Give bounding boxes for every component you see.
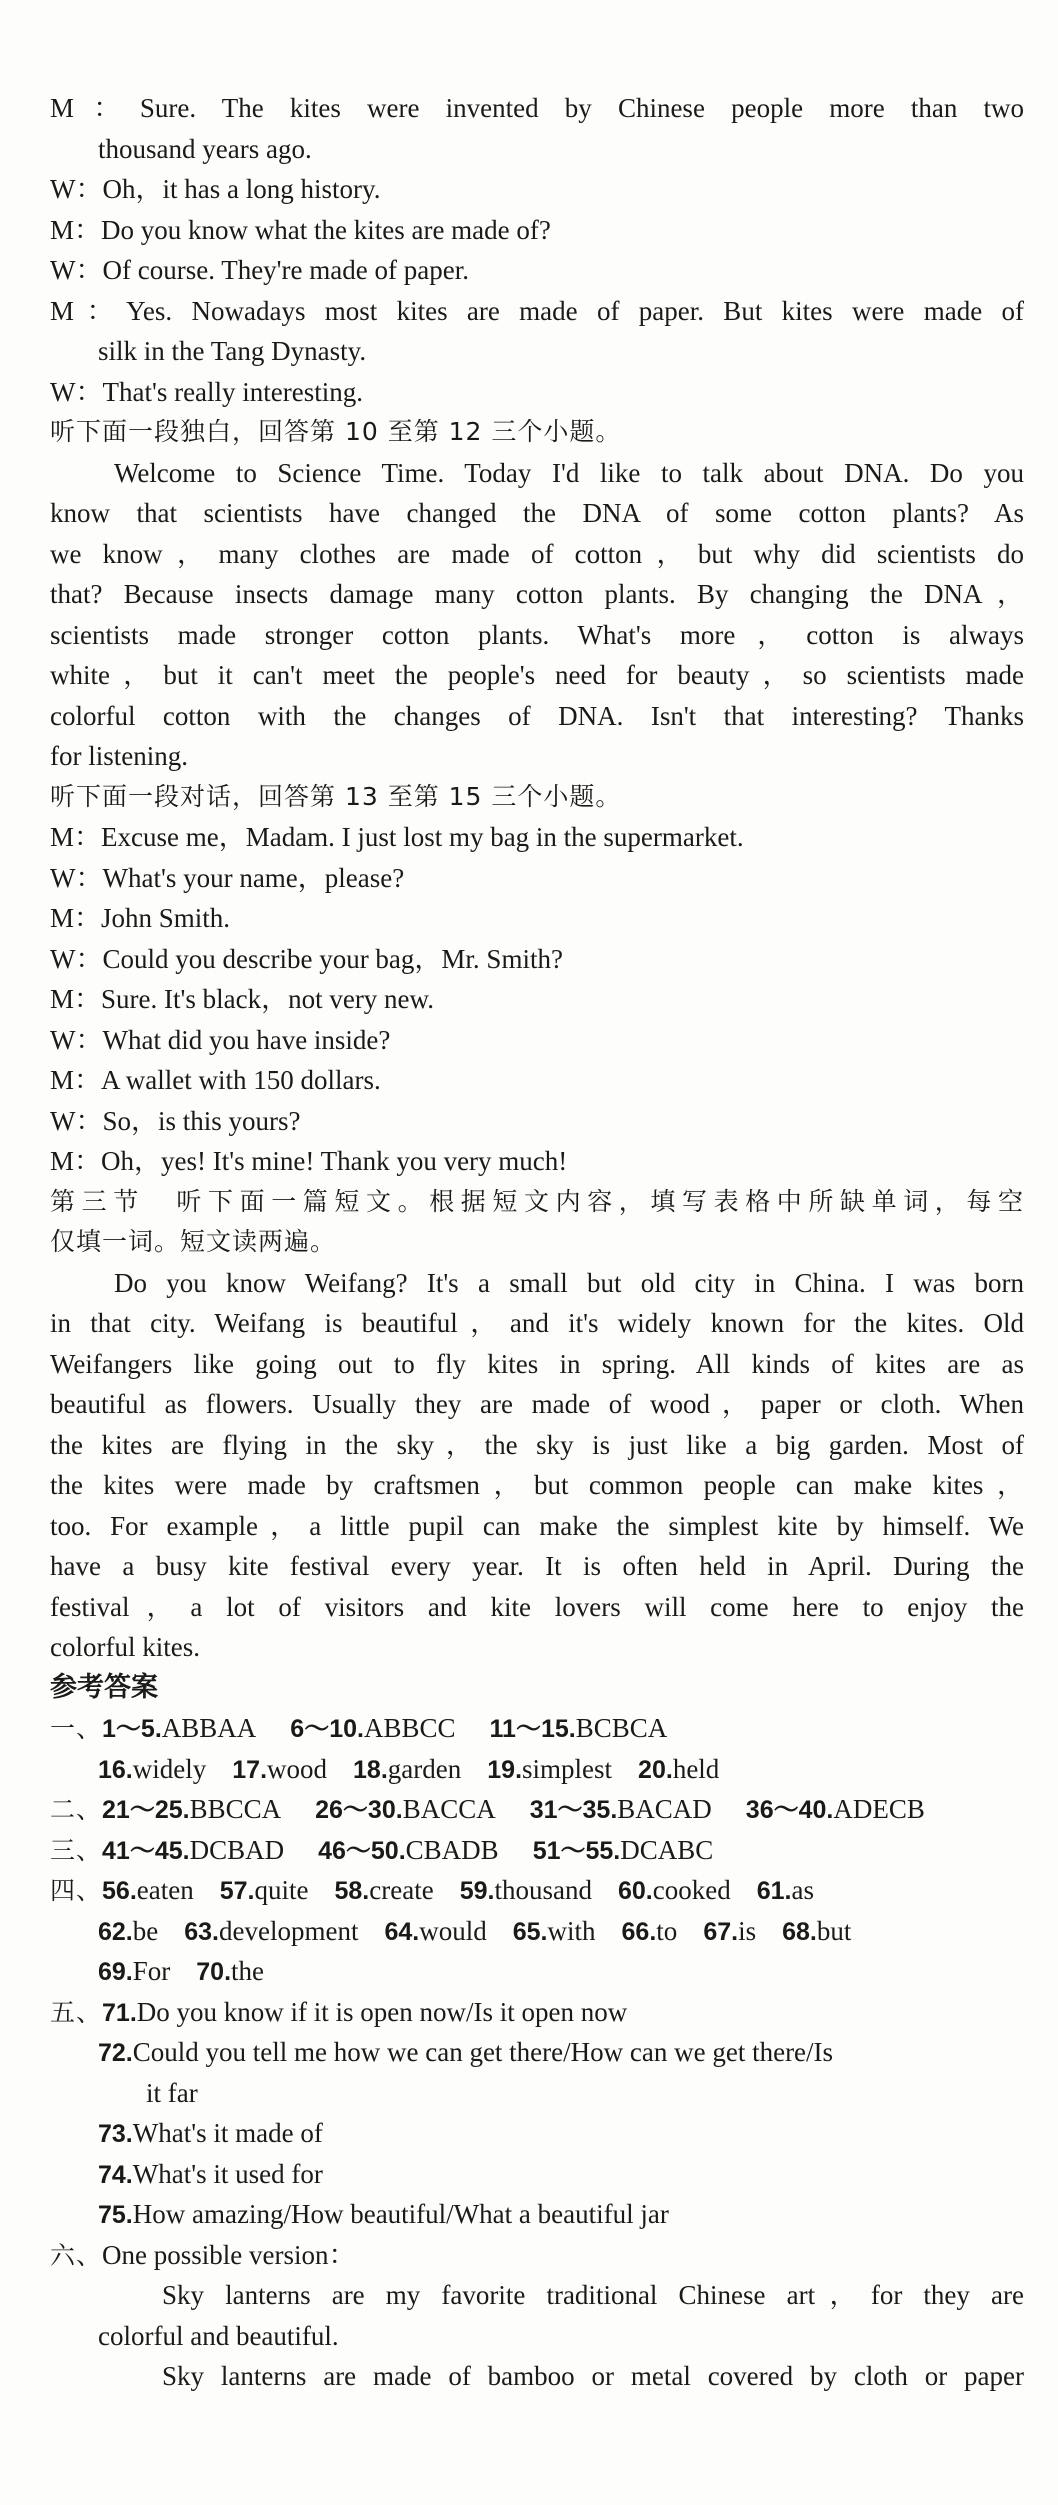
answer-number: 72. — [98, 2039, 133, 2067]
answer-value: simplest — [522, 1753, 613, 1784]
answer-value: would — [419, 1915, 487, 1946]
answer-value: DCABC — [620, 1834, 714, 1865]
monologue-line: scientists made stronger cotton plants. What's more，cotton is always — [50, 619, 1024, 650]
instruction-monologue: 听下面一段独白，回答第 10 至第 12 三个小题。 — [50, 417, 622, 446]
monologue-line: Welcome to Science Time. Today I'd like to talk about DNA. Do you — [114, 457, 1024, 488]
essay-line: colorful and beautiful. — [98, 2320, 339, 2351]
answers-part-4 — [50, 1870, 1024, 1911]
answer-value: development — [219, 1915, 359, 1946]
answer-number: 59. — [459, 1877, 495, 1905]
answer-number: 51～55. — [532, 1836, 621, 1865]
answer-value: garden — [387, 1753, 462, 1784]
dialogue-line: M：A wallet with 150 dollars. — [50, 1065, 381, 1095]
part-prefix: 二、 — [50, 1795, 103, 1824]
answer-value: be — [132, 1915, 159, 1946]
essay-line: Sky lanterns are my favorite traditional Chinese art，for they are — [162, 2280, 1024, 2310]
monologue-line: white，but it can't meet the people's need for beauty，so scientists made — [50, 660, 1024, 690]
answer-number: 58. — [334, 1877, 370, 1905]
answer-value: ADECB — [833, 1794, 925, 1824]
part-prefix: 四、 — [50, 1876, 103, 1905]
dialogue-line: M：John Smith. — [50, 903, 231, 933]
dialogue-line-cont: thousand years ago. — [98, 133, 312, 164]
answers-part-3 — [50, 1830, 1024, 1871]
passage-line: beautiful as flowers. Usually they are made of wood，paper or cloth. When — [50, 1389, 1024, 1419]
answer-value: the — [231, 1956, 265, 1986]
answer-value: CBADB — [405, 1834, 499, 1865]
answer-value: quite — [254, 1875, 309, 1905]
answer-number: 20. — [638, 1755, 673, 1784]
passage-line: colorful kites. — [50, 1632, 200, 1662]
passage-line: the kites are flying in the sky，the sky is just like a big garden. Most of — [50, 1429, 1024, 1460]
answer-number: 62. — [98, 1917, 133, 1946]
answer-value: widely — [132, 1753, 207, 1784]
passage-line: Do you know Weifang? It's a small but old city in China. I was born — [114, 1267, 1024, 1298]
answers-part-1 — [50, 1708, 1024, 1749]
answer-number: 46～50. — [318, 1836, 406, 1865]
answer-number: 11～15. — [489, 1715, 576, 1743]
answers-part-1-blanks — [50, 1749, 1024, 1790]
section-3-instruction-cont: 仅填一词。短文读两遍。 — [50, 1227, 337, 1256]
answer-number: 67. — [703, 1917, 739, 1946]
answer-value: BBCCA — [189, 1794, 282, 1824]
instruction-dialogue: 听下面一段对话，回答第 13 至第 15 三个小题。 — [50, 781, 622, 811]
dialogue-line: W：Oh，it has a long history. — [50, 174, 381, 204]
dialogue-line: W：So，is this yours? — [50, 1105, 301, 1136]
answer-value: thousand — [494, 1875, 592, 1905]
dialogue-line: W：Of course. They're made of paper. — [50, 255, 469, 285]
answers-part-5-q72-cont: it far — [146, 2077, 198, 2108]
answers-part-4-row3 — [50, 1951, 1024, 1992]
answer-number: 65. — [512, 1917, 548, 1946]
passage-line: too. For example，a little pupil can make the simplest kite by himself. We — [50, 1510, 1024, 1541]
answer-number: 68. — [782, 1917, 817, 1946]
answer-value: Do you know if it is open now/Is it open now — [136, 1996, 628, 2027]
answer-value: BACAD — [617, 1794, 712, 1824]
dialogue-line: M：Sure. It's black，not very new. — [50, 984, 435, 1014]
answers-title: 参考答案 — [50, 1671, 158, 1703]
passage-line: festival，a lot of visitors and kite lovers will come here to enjoy the — [50, 1591, 1024, 1622]
part-prefix: 一、 — [50, 1714, 103, 1743]
answer-value: to — [656, 1915, 678, 1946]
answer-number: 71. — [102, 1998, 137, 2027]
answer-number: 18. — [353, 1755, 388, 1784]
answer-value: as — [791, 1875, 814, 1905]
answers-part-5-q73 — [50, 2113, 1024, 2154]
section-3-instruction: 第三节 听下面一篇短文。根据短文内容，填写表格中所缺单词，每空 — [50, 1186, 1024, 1216]
monologue-line: we know，many clothes are made of cotton，but why did scientists do — [50, 538, 1024, 569]
answer-value: but — [816, 1915, 852, 1946]
answer-value: What's it made of — [132, 2118, 323, 2148]
answers-part-6 — [50, 2235, 1024, 2276]
answer-value: What's it used for — [132, 2158, 323, 2189]
answer-value: wood — [267, 1753, 328, 1784]
answer-value: ABBAA — [161, 1713, 257, 1743]
dialogue-line: M：Sure. The kites were invented by Chinese people more than two — [50, 93, 1024, 123]
answer-number: 60. — [617, 1877, 653, 1905]
passage-line: in that city. Weifang is beautiful，and it's widely known for the kites. Old — [50, 1308, 1024, 1338]
dialogue-line: M：Do you know what the kites are made of? — [50, 214, 551, 245]
answer-value: How amazing/How beautiful/What a beautiful jar — [132, 2199, 669, 2229]
answer-number: 1～5. — [102, 1715, 162, 1743]
answer-value: cooked — [652, 1875, 731, 1905]
answers-part-5-q74 — [50, 2154, 1024, 2195]
passage-line: have a busy kite festival every year. It is often held in April. During the — [50, 1551, 1024, 1581]
part-prefix: 三、 — [50, 1835, 103, 1865]
answer-number: 6～10. — [290, 1715, 364, 1743]
answer-number: 21～25. — [102, 1796, 190, 1824]
answer-value: DCBAD — [189, 1834, 285, 1865]
answers-part-5-q72 — [50, 2032, 1024, 2073]
answer-number: 63. — [184, 1917, 220, 1946]
answer-value: For — [132, 1956, 171, 1986]
monologue-line: that? Because insects damage many cotton plants. By changing the DNA， — [50, 579, 1024, 609]
part-prefix: 六、 — [50, 2240, 103, 2270]
answer-number: 26～30. — [315, 1796, 403, 1824]
essay-line: Sky lanterns are made of bamboo or metal covered by cloth or paper — [162, 2361, 1024, 2391]
answer-number: 74. — [98, 2160, 133, 2189]
part-prefix: 五、 — [50, 1997, 103, 2027]
passage-line: the kites were made by craftsmen，but common people can make kites， — [50, 1470, 1024, 1500]
dialogue-line: W：That's really interesting. — [50, 376, 364, 407]
answer-value: BACCA — [402, 1794, 496, 1824]
answers-part-2 — [50, 1789, 1024, 1830]
dialogue-line: M：Excuse me，Madam. I just lost my bag in the supermarket. — [50, 822, 744, 852]
dialogue-line: W：Could you describe your bag，Mr. Smith? — [50, 943, 563, 974]
answer-number: 17. — [232, 1755, 268, 1784]
answer-value: BCBCA — [575, 1713, 668, 1743]
answer-value: with — [547, 1915, 596, 1946]
answers-part-4-row2 — [50, 1911, 1024, 1952]
answer-number: 64. — [384, 1917, 420, 1946]
answer-number: 66. — [621, 1917, 657, 1946]
answer-value: eaten — [136, 1875, 194, 1905]
answer-number: 19. — [487, 1755, 523, 1784]
answer-number: 31～35. — [529, 1796, 618, 1824]
passage-line: Weifangers like going out to fly kites in spring. All kinds of kites are as — [50, 1348, 1024, 1379]
monologue-line: know that scientists have changed the DNA of some cotton plants? As — [50, 498, 1024, 528]
essay-label: One possible version： — [102, 2239, 356, 2270]
monologue-line: colorful cotton with the changes of DNA. Isn't that interesting? Thanks — [50, 700, 1024, 731]
dialogue-line-cont: silk in the Tang Dynasty. — [98, 336, 367, 366]
answer-value: is — [738, 1915, 757, 1946]
answers-part-5-q71 — [50, 1992, 1024, 2033]
answer-number: 61. — [756, 1877, 792, 1905]
answer-value: held — [672, 1753, 720, 1784]
answer-number: 70. — [196, 1958, 232, 1986]
answer-number: 56. — [102, 1877, 137, 1905]
answer-number: 36～40. — [745, 1796, 834, 1824]
dialogue-line: M：Oh，yes! It's mine! Thank you very much! — [50, 1146, 568, 1176]
answer-number: 69. — [98, 1958, 133, 1986]
answer-value: Could you tell me how we can get there/How can we get there/Is — [132, 2037, 834, 2067]
answer-number: 75. — [98, 2201, 133, 2229]
dialogue-line: M：Yes. Nowadays most kites are made of paper. But kites were made of — [50, 295, 1024, 326]
answers-part-5-q75 — [50, 2194, 1024, 2235]
answer-value: create — [369, 1875, 434, 1905]
answer-number: 41～45. — [102, 1836, 190, 1865]
answer-number: 73. — [98, 2120, 133, 2148]
monologue-line: for listening. — [50, 741, 188, 771]
dialogue-line: W：What did you have inside? — [50, 1024, 391, 1055]
answer-value: ABBCC — [363, 1713, 456, 1743]
answer-number: 57. — [219, 1877, 255, 1905]
dialogue-line: W：What's your name，please? — [50, 862, 405, 893]
answer-number: 16. — [98, 1755, 133, 1784]
